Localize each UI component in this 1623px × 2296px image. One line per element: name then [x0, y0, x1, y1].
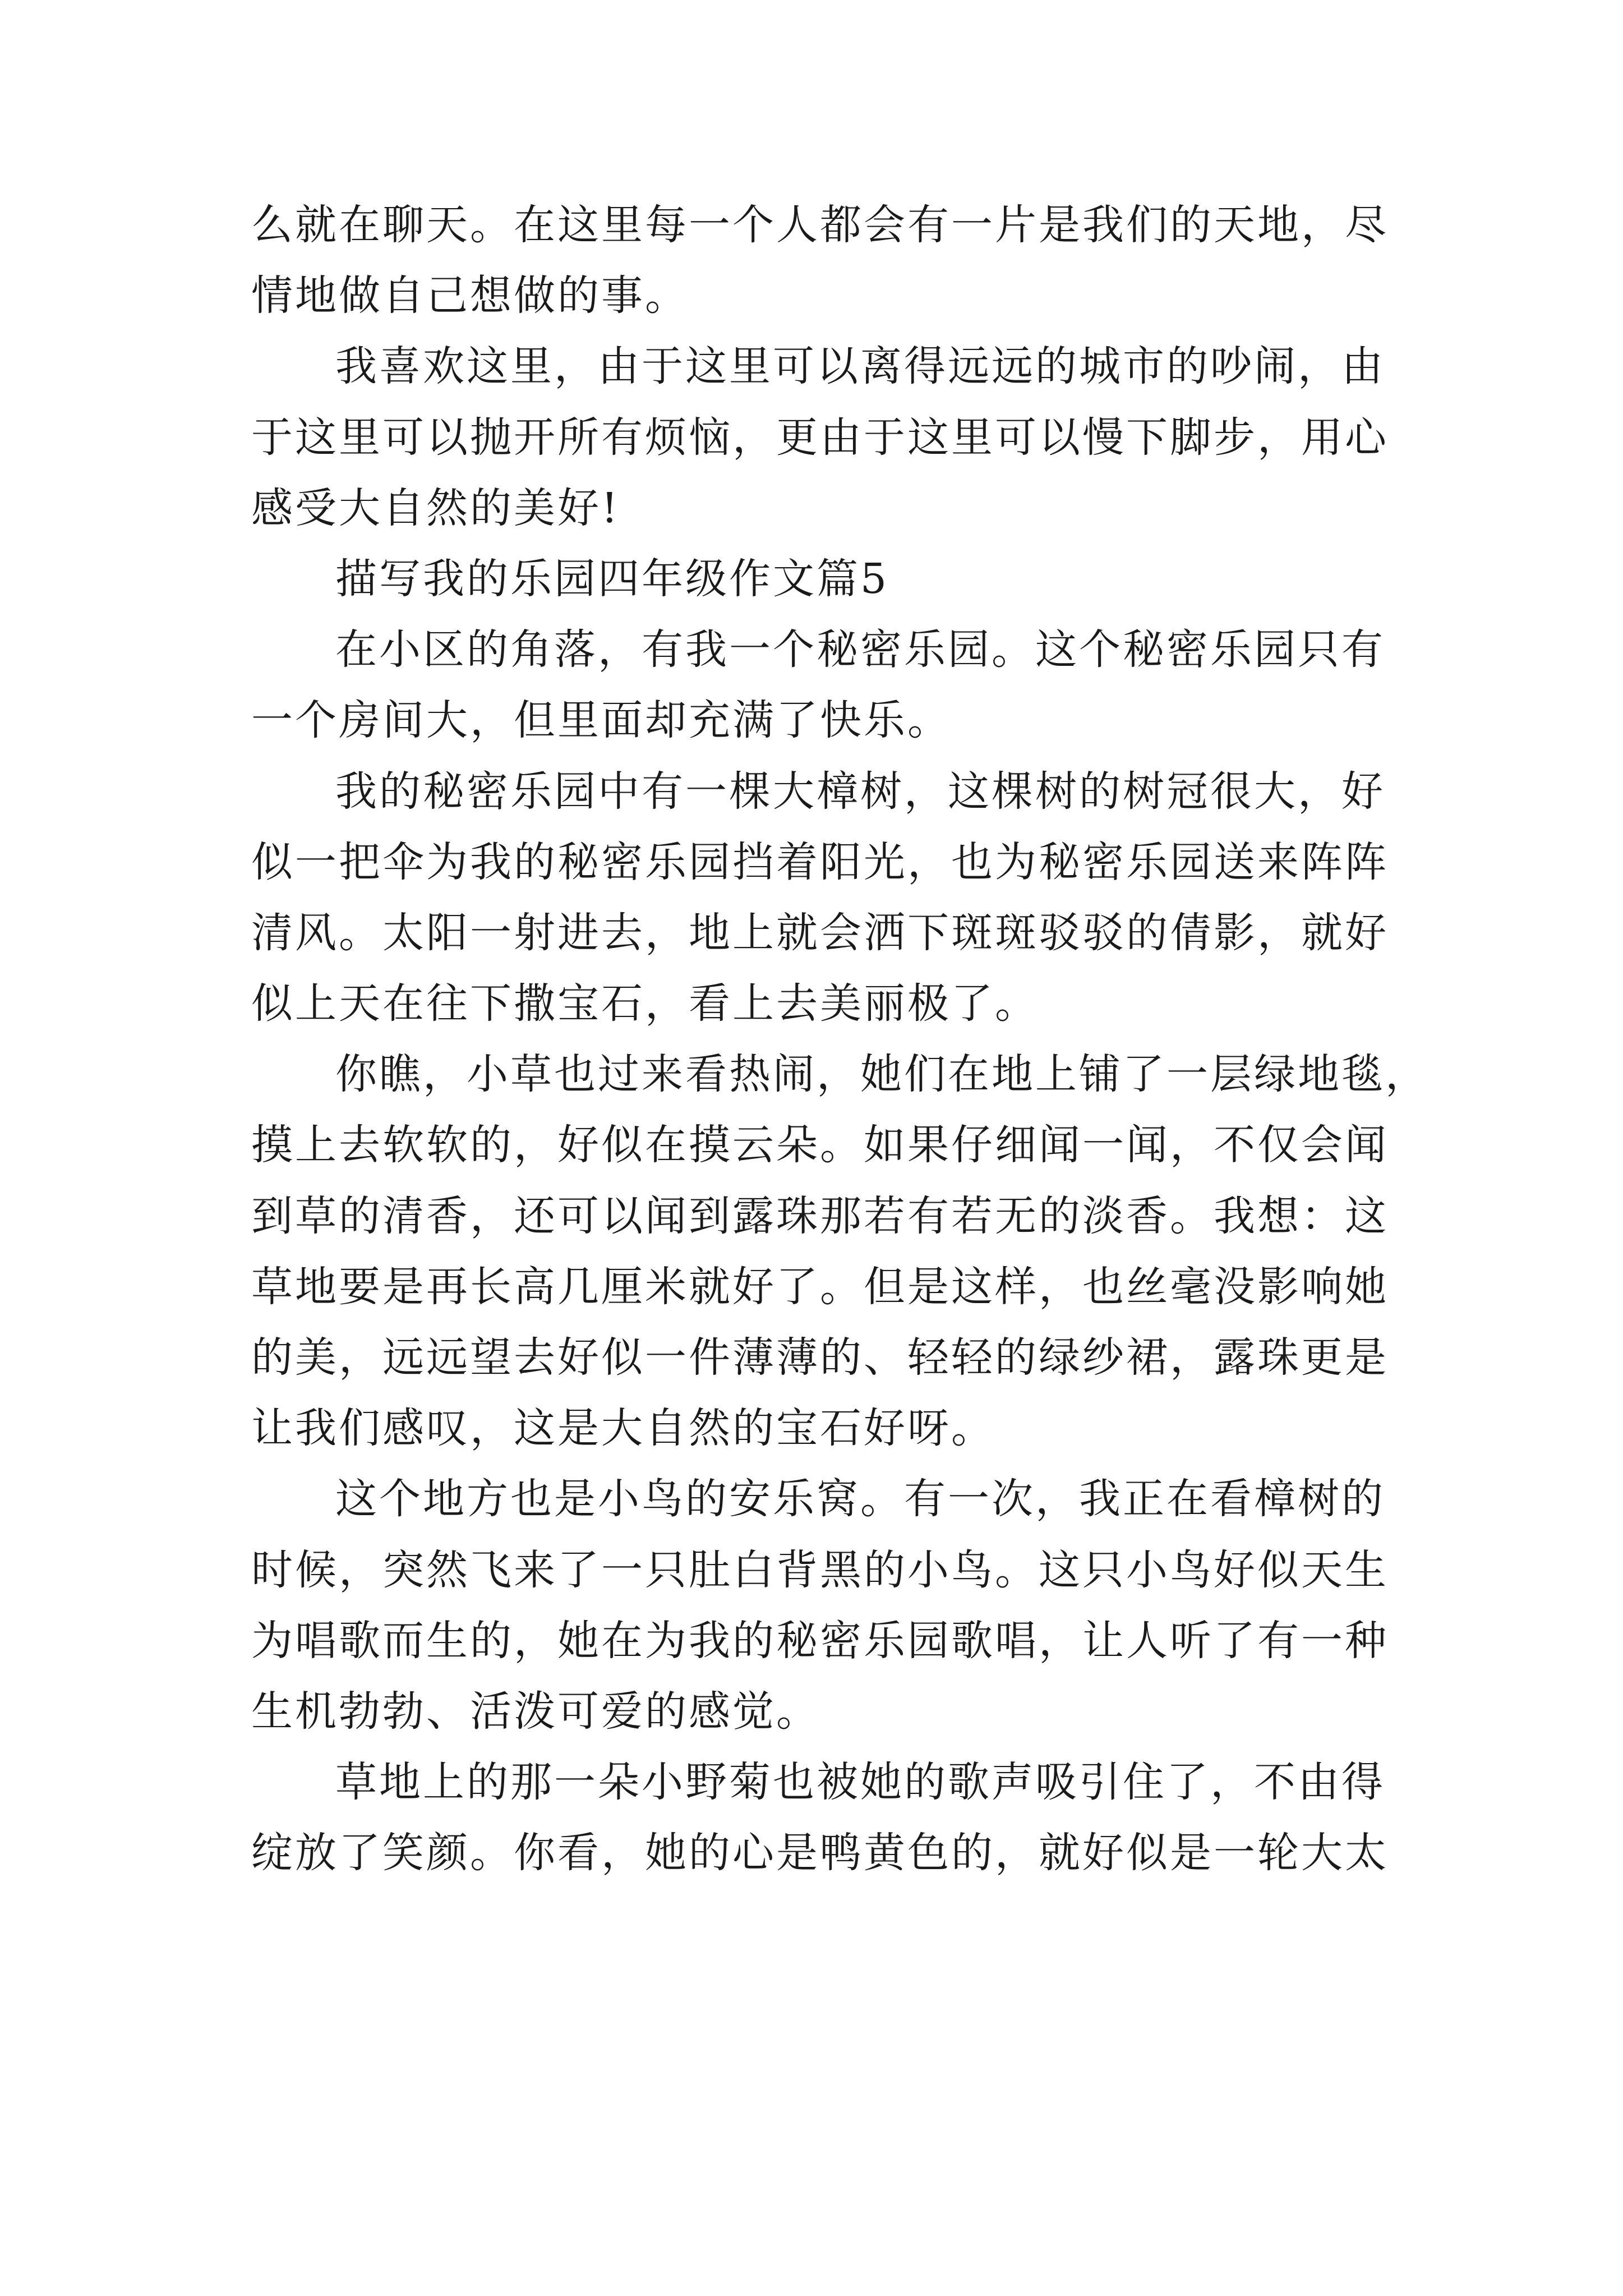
text-line: 一个房间大，但里面却充满了快乐。 [251, 696, 951, 745]
text-line: 生机勃勃、活泼可爱的感觉。 [251, 1687, 820, 1736]
text-line: 感受大自然的美好! [251, 484, 620, 532]
text-line: 情地做自己想做的事。 [251, 272, 689, 320]
paragraph-start-line: 草地上的那一朵小野菊也被她的歌声吸引住了，不由得 [335, 1758, 1385, 1807]
text-line: 为唱歌而生的，她在为我的秘密乐园歌唱，让人听了有一种 [251, 1616, 1389, 1665]
document-body [251, 190, 1429, 1889]
text-line: 似一把伞为我的秘密乐园挡着阳光，也为秘密乐园送来阵阵 [251, 838, 1389, 886]
text-line: 清风。太阳一射进去，地上就会洒下斑斑驳驳的倩影，就好 [251, 908, 1389, 957]
paragraph-start-line: 我的秘密乐园中有一棵大樟树，这棵树的树冠很大，好 [335, 767, 1385, 816]
text-line: 到草的清香，还可以闻到露珠那若有若无的淡香。我想：这 [251, 1191, 1389, 1240]
paragraph-start-line: 这个地方也是小鸟的安乐窝。有一次，我正在看樟树的 [335, 1475, 1385, 1524]
text-line: 绽放了笑颜。你看，她的心是鸭黄色的，就好似是一轮大太 [251, 1829, 1389, 1878]
text-line: 让我们感叹，这是大自然的宝石好呀。 [251, 1404, 995, 1453]
text-line: 似上天在往下撒宝石，看上去美丽极了。 [251, 979, 1039, 1028]
paragraph-start-line: 你瞧，小草也过来看热闹，她们在地上铺了一层绿地毯， [335, 1050, 1429, 1099]
text-line: 草地要是再长高几厘米就好了。但是这样，也丝毫没影响她 [251, 1262, 1389, 1311]
text-line: 摸上去软软的，好似在摸云朵。如果仔细闻一闻，不仅会闻 [251, 1121, 1389, 1170]
text-line: 时候，突然飞来了一只肚白背黑的小鸟。这只小鸟好似天生 [251, 1545, 1389, 1594]
section-heading: 描写我的乐园四年级作文篇5 [335, 554, 889, 603]
paragraph-start-line: 我喜欢这里，由于这里可以离得远远的城市的吵闹，由 [335, 342, 1385, 391]
paragraph-start-line: 在小区的角落，有我一个秘密乐园。这个秘密乐园只有 [335, 625, 1385, 674]
text-line: 于这里可以抛开所有烦恼，更由于这里可以慢下脚步，用心 [251, 413, 1389, 462]
text-line: 么就在聊天。在这里每一个人都会有一片是我们的天地，尽 [251, 201, 1389, 249]
text-line: 的美，远远望去好似一件薄薄的、轻轻的绿纱裙，露珠更是 [251, 1333, 1389, 1382]
